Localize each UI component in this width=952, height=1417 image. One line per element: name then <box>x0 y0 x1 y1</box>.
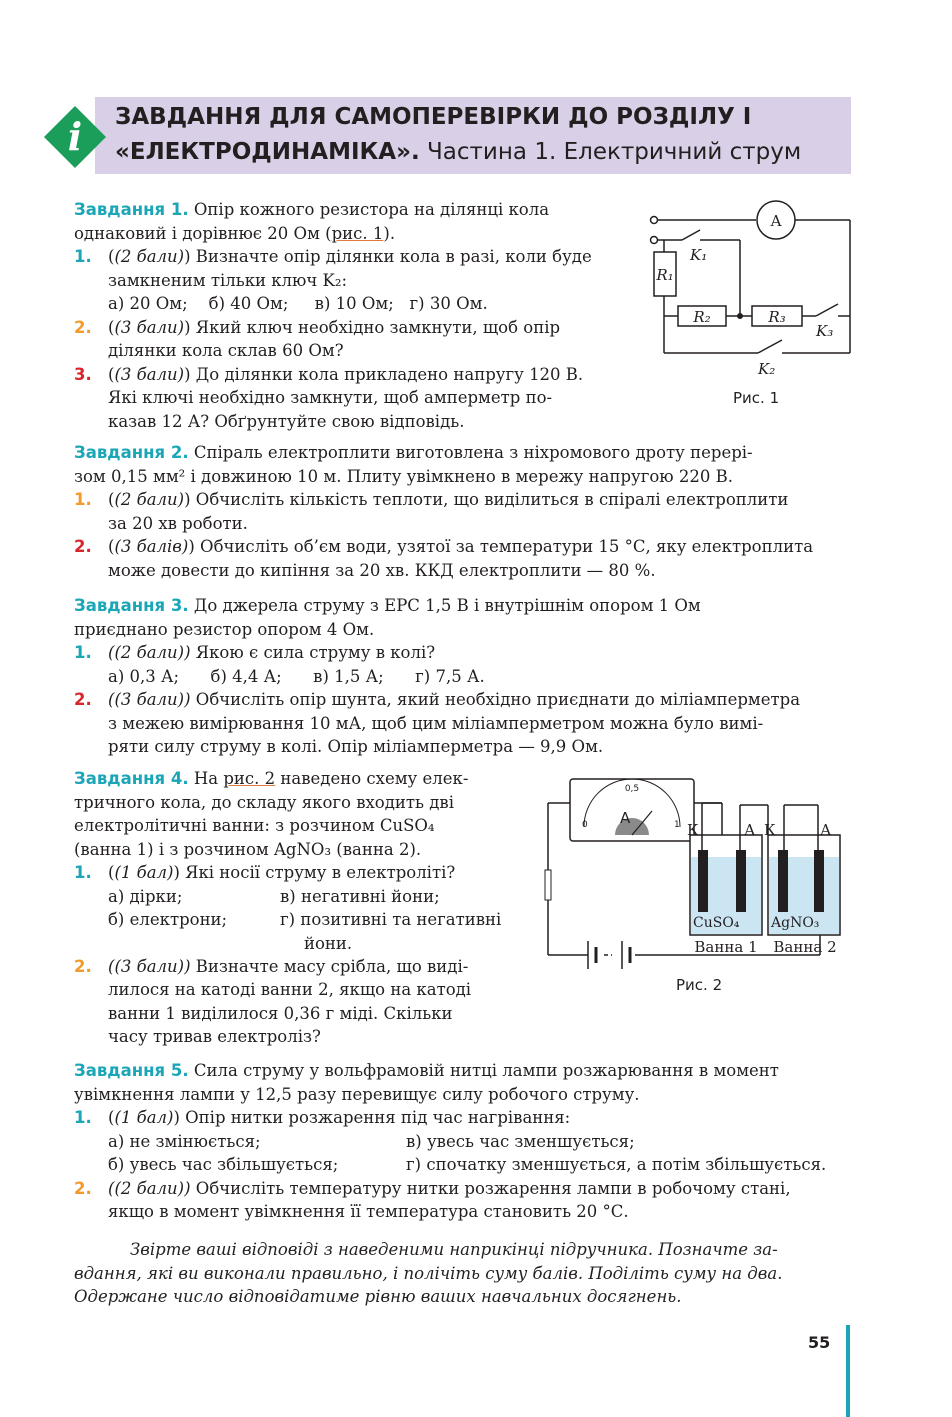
figure-1-circuit <box>640 198 860 388</box>
task4-q1: 1. ((1 бал)) Які носії струму в електроліті? а) дірки; б) електрони; в) негативні йони; г) позитивні та негативні йони. <box>74 863 502 953</box>
k3-label: K₃ <box>816 322 834 340</box>
fig2-ref-link[interactable]: рис. 2 <box>223 769 276 788</box>
svg-text:i: i <box>67 114 83 159</box>
task3-block: Завдання 3. До джерела струму з ЕРС 1,5 В і внутрішнім опором 1 Ом приєднано резистор опором 4 Ом. 1. ((2 бали)) Якою є сила струму в колі? а) 0,3 А; б) 4,4 А; в) 1,5 А; г) 7,5 А. 2. ((3 бали)) Обчисліть опір шунта, який необхідно приєднати до міліамперметра з межею вимірювання 10 мА, щоб цим міліамперметром можна було вимі- ряти силу струму в колі. Опір міліамперметра — 9,9 Ом. <box>74 594 864 759</box>
k1-label: K₁ <box>690 246 708 264</box>
figure-2-caption: Рис. 2 <box>676 976 723 994</box>
task1-block: Завдання 1. Опір кожного резистора на ділянці кола однаковий і дорівнює 20 Ом (рис. 1). 1. ((2 бали)) Визначте опір ділянки кола в разі, коли буде замкненим тільки ключ K₂: а) 20 Ом; б) 40 Ом; в) 10 Ом; г) 30 Ом. 2. ((3 бали)) Який ключ необхідно замкнути, щоб опір ділянки кола склав 60 Ом? 3. ((3 бали)) До ділянки кола прикладено напругу 120 В. Які ключі необхідно замкнути, щоб амперметр по- казав 12 А? Обґрунтуйте свою відповідь. <box>74 198 624 433</box>
task1-label: Завдання 1. <box>74 200 189 219</box>
page-number: 55 <box>808 1333 831 1352</box>
cathode1-label: К <box>687 821 699 839</box>
task1-q1: 1. ((2 бали)) Визначте опір ділянки кола в разі, коли буде замкненим тільки ключ K₂: а) 20 Ом; б) 40 Ом; в) 10 Ом; г) 30 Ом. <box>74 247 592 313</box>
scale-mid-label: 0,5 <box>624 784 640 794</box>
cathode2-label: К <box>764 821 776 839</box>
task5-q1: 1. ((1 бал)) Опір нитки розжарення під час нагрівання: а) не змінюється; б) увесь час збільшується; в) увесь час зменшується; г) спочатку зменшується, а потім збільшується. <box>74 1108 827 1174</box>
header-title-line2: «ЕЛЕКТРОДИНАМІКА». Частина 1. Електричний струм <box>115 139 802 165</box>
task3-label: Завдання 3. <box>74 596 189 615</box>
task2-block: Завдання 2. Спіраль електроплити виготовлена з ніхромового дроту перері- зом 0,15 мм² і довжиною 10 м. Плиту увімкнено в мережу напругою 220 В. 1. ((2 бали)) Обчисліть кількість теплоти, що виділиться в спіралі електроплити за 20 хв роботи. 2. ((3 балів)) Обчисліть об’єм води, узятої за температури 15 °С, яку електроплита може довести до кипіння за 20 хв. ККД електроплити — 80 %. <box>74 441 864 582</box>
scale-max-label: 1 <box>674 820 680 830</box>
fig1-ref-link[interactable]: рис. 1 <box>331 223 384 243</box>
task3-q2: 2. ((3 бали)) Обчисліть опір шунта, який необхідно приєднати до міліамперметра з межею вимірювання 10 мА, щоб цим міліамперметром можна було вимі- ряти силу струму в колі. Опір міліамперметра — 9,9 Ом. <box>74 690 801 756</box>
bath1-label: Ванна 1 <box>694 938 758 956</box>
r2-label: R₂ <box>693 308 711 326</box>
figure-2-circuit <box>540 775 860 975</box>
task4-block: Завдання 4. На рис. 2 наведено схему елек- тричного кола, до складу якого входить дві електролітичні ванни: з розчином CuSO₄ (ванна 1) і з розчином AgNO₃ (ванна 2). 1. ((1 бал)) Які носії струму в електроліті? а) дірки; б) електрони; в) негативні йони; г) позитивні та негативні йони. 2. ((3 бали)) Визначте масу срібла, що виді- лилося на катоді ванни 2, якщо на катоді ванни 1 виділилося 0,36 г міді. Скільки часу тривав електроліз? <box>74 767 534 1049</box>
task4-q2: 2. ((3 бали)) Визначте масу срібла, що виді- лилося на катоді ванни 2, якщо на катоді ванни 1 виділилося 0,36 г міді. Скільки часу тривав електроліз? <box>74 956 472 1046</box>
task2-label: Завдання 2. <box>74 443 189 462</box>
task1-q3: 3. ((3 бали)) До ділянки кола прикладено напругу 120 В. Які ключі необхідно замкнути, щоб амперметр по- казав 12 А? Обґрунтуйте свою відповідь. <box>74 364 584 431</box>
r1-label: R₁ <box>656 266 674 284</box>
bath2-label: Ванна 2 <box>773 938 837 956</box>
task2-q1: 1. ((2 бали)) Обчисліть кількість теплоти, що виділиться в спіралі електроплити за 20 хв роботи. <box>74 490 789 533</box>
task5-q2: 2. ((2 бали)) Обчисліть температуру нитки розжарення лампи в робочому стані, якщо в момент увімкнення її температура становить 20 °С. <box>74 1178 791 1221</box>
anode2-label: А <box>820 821 832 839</box>
task5-block: Завдання 5. Сила струму у вольфрамовій нитці лампи розжарювання в момент увімкнення лампи у 12,5 разу перевищує силу робочого струму. 1. ((1 бал)) Опір нитки розжарення під час нагрівання: а) не змінюється; б) увесь час збільшується; в) увесь час зменшується; г) спочатку зменшується, а потім збільшується. 2. ((2 бали)) Обчисліть температуру нитки розжарення лампи в робочому стані, якщо в момент увімкнення її температура становить 20 °С. <box>74 1059 864 1224</box>
task2-q2: 2. ((3 балів)) Обчисліть об’єм води, узятої за температури 15 °С, яку електроплита може довести до кипіння за 20 хв. ККД електроплити — 80 %. <box>74 537 814 580</box>
solution1-label: CuSO₄ <box>693 915 740 931</box>
scale-min-label: 0 <box>582 820 588 830</box>
figure-1-caption: Рис. 1 <box>733 389 780 407</box>
r3-label: R₃ <box>768 308 786 326</box>
ammeter-label: A <box>770 212 782 230</box>
meter-label: A <box>620 809 631 827</box>
footer-note: Звірте ваші відповіді з наведеними наприкінці підручника. Позначте за- вдання, які ви виконали правильно, і полічіть суму балів. Поділіть суму на два. Одержане число відповідатиме рівню ваших навчальних досягнень. <box>74 1240 783 1306</box>
task4-label: Завдання 4. <box>74 769 189 788</box>
task1-q2: 2. ((3 бали)) Який ключ необхідно замкнути, щоб опір ділянки кола склав 60 Ом? <box>74 317 561 360</box>
info-icon <box>44 106 106 168</box>
task3-q1: 1. ((2 бали)) Якою є сила струму в колі? а) 0,3 А; б) 4,4 А; в) 1,5 А; г) 7,5 А. <box>74 643 485 686</box>
solution2-label: AgNO₃ <box>771 915 820 931</box>
page-edge-bar <box>846 1325 850 1417</box>
header-title-line1: ЗАВДАННЯ ДЛЯ САМОПЕРЕВІРКИ ДО РОЗДІЛУ І <box>115 104 752 130</box>
task5-label: Завдання 5. <box>74 1061 189 1080</box>
k2-label: K₂ <box>758 360 776 378</box>
anode1-label: А <box>744 821 756 839</box>
